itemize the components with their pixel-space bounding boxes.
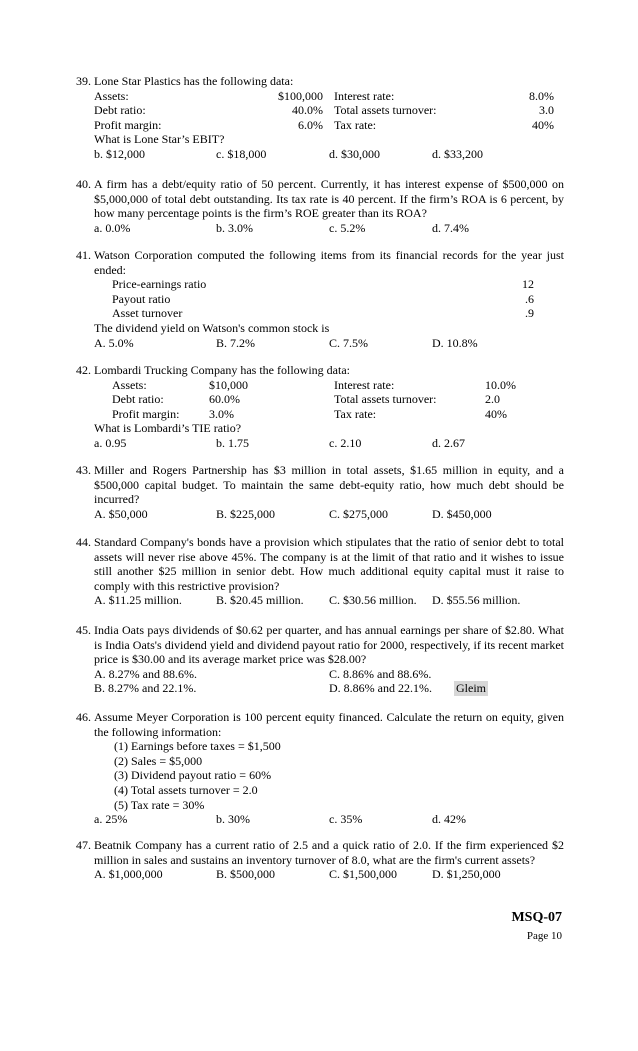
question-41 [76, 248, 564, 350]
source-tag: Gleim [456, 681, 486, 696]
question-stem: A firm has a debt/equity ratio of 50 percent. Currently, it has interest expense of $500,000 on $5,000,000 of total debt outstanding. Its tax rate is 40 percent. If the firm’s ROA is 6 percent, by how many percentage points is the firm’s ROE greater than its ROA? [94, 177, 564, 221]
answer-options [76, 336, 564, 351]
data-value: 40% [532, 117, 554, 132]
question-number: 40. [76, 177, 91, 191]
answer-option: C. 8.86% and 88.6%. [329, 666, 432, 681]
data-value: 40% [485, 406, 507, 421]
answer-options [76, 221, 564, 236]
answer-option: d. 7.4% [432, 220, 469, 235]
question-42 [76, 363, 564, 451]
answer-option: C. $30.56 million. [329, 593, 417, 608]
question-44 [76, 535, 564, 608]
data-label: Debt ratio: [94, 103, 146, 118]
question-number: 43. [76, 463, 91, 477]
answer-option: A. 8.27% and 88.6%. [94, 666, 197, 681]
question-stem: Miller and Rogers Partnership has $3 million in total assets, $1.65 million in equity, and a $500,000 capital budget. To maintain the same debt-equity ratio, how much debt should be incurred? [94, 463, 564, 507]
data-label: Interest rate: [334, 377, 395, 392]
data-label: Profit margin: [112, 406, 180, 421]
answer-option: a. 25% [94, 812, 128, 827]
data-value: 3.0% [209, 406, 234, 421]
answer-option: b. $12,000 [94, 146, 145, 161]
data-value: $10,000 [209, 377, 248, 392]
answer-option: a. 0.0% [94, 220, 131, 235]
data-row [76, 103, 564, 118]
answer-option: d. 42% [432, 812, 466, 827]
data-value: 10.0% [485, 377, 516, 392]
question-number: 47. [76, 838, 91, 852]
question-prompt: What is Lone Star’s EBIT? [94, 132, 225, 147]
data-value: 8.0% [529, 88, 554, 103]
answer-options [76, 436, 564, 451]
info-item: (2) Sales = $5,000 [114, 753, 203, 768]
data-value: 12 [522, 277, 534, 292]
answer-option: c. 5.2% [329, 220, 366, 235]
data-label: Total assets turnover: [334, 103, 437, 118]
answer-option: D. $1,250,000 [432, 867, 501, 882]
question-43 [76, 463, 564, 521]
answer-option: C. 7.5% [329, 335, 368, 350]
data-label: Profit margin: [94, 117, 162, 132]
answer-option: D. $55.56 million. [432, 593, 521, 608]
data-label: Payout ratio [112, 291, 171, 306]
answer-option: C. $1,500,000 [329, 867, 398, 882]
document-code: MSQ-07 [511, 910, 562, 925]
info-item: (5) Tax rate = 30% [114, 797, 205, 812]
answer-options [76, 681, 564, 696]
answer-option: D. $450,000 [432, 506, 492, 521]
answer-option: A. $11.25 million. [94, 593, 182, 608]
answer-option: B. $225,000 [216, 506, 276, 521]
data-label: Debt ratio: [112, 392, 164, 407]
answer-option: C. $275,000 [329, 506, 389, 521]
answer-option: D. 10.8% [432, 335, 478, 350]
answer-option: d. $30,000 [329, 146, 380, 161]
question-stem: Watson Corporation computed the following items from its financial records for the year just ended: [94, 248, 564, 277]
question-number: 39. [76, 74, 91, 88]
question-prompt: The dividend yield on Watson's common stock is [94, 320, 330, 335]
question-40 [76, 177, 564, 235]
data-label: Total assets turnover: [334, 392, 437, 407]
data-value: $100,000 [278, 88, 323, 103]
data-value: .6 [525, 291, 534, 306]
answer-option: d. $33,200 [432, 146, 483, 161]
data-value: 40.0% [292, 103, 323, 118]
data-row [76, 378, 564, 393]
answer-option: b. 30% [216, 812, 250, 827]
question-number: 45. [76, 623, 91, 637]
data-row [76, 407, 564, 422]
answer-options [76, 812, 564, 827]
answer-option: A. 5.0% [94, 335, 134, 350]
answer-option: b. 1.75 [216, 435, 249, 450]
data-label: Price-earnings ratio [112, 277, 207, 292]
answer-options [76, 147, 564, 162]
data-label: Tax rate: [334, 117, 377, 132]
answer-option: B. 7.2% [216, 335, 255, 350]
data-value: 2.0 [485, 392, 500, 407]
data-value: 3.0 [539, 103, 554, 118]
data-label: Interest rate: [334, 88, 395, 103]
answer-option: B. $500,000 [216, 867, 276, 882]
question-number: 44. [76, 535, 91, 549]
data-row [76, 306, 564, 321]
data-value: 6.0% [298, 117, 323, 132]
question-prompt: What is Lombardi’s TIE ratio? [94, 421, 242, 436]
data-row [76, 292, 564, 307]
question-stem: Assume Meyer Corporation is 100 percent equity financed. Calculate the return on equity, given the following information: [94, 710, 564, 739]
data-row [76, 392, 564, 407]
data-row [76, 118, 564, 133]
question-stem: Lone Star Plastics has the following data: [94, 74, 294, 88]
answer-options [76, 507, 564, 522]
answer-option: A. $1,000,000 [94, 867, 163, 882]
info-item: (1) Earnings before taxes = $1,500 [114, 739, 281, 754]
answer-option: B. $20.45 million. [216, 593, 304, 608]
answer-option: d. 2.67 [432, 435, 465, 450]
answer-option: c. $18,000 [216, 146, 267, 161]
page-number: Page 10 [526, 930, 562, 942]
question-stem: Beatnik Company has a current ratio of 2.5 and a quick ratio of 2.0. If the firm experienced $2 million in sales and sustains an inventory turnover of 8.0, what are the firm's current assets? [94, 838, 564, 867]
answer-options [76, 667, 564, 682]
question-39 [76, 74, 564, 162]
question-stem: Standard Company's bonds have a provision which stipulates that the ratio of senior debt to total assets will never rise above 45%. The company is at the limit of that ratio and it wishes to issue still another $25 million in senior debt. How much additional equity capital must it raise to comply with this restrictive provision? [94, 535, 564, 593]
question-number: 46. [76, 710, 91, 724]
data-label: Asset turnover [112, 306, 183, 321]
data-row [76, 89, 564, 104]
data-value: 60.0% [209, 392, 240, 407]
question-stem: India Oats pays dividends of $0.62 per quarter, and has annual earnings per share of $2.80. What is India Oats's dividend yield and dividend payout ratio for 2000, respectively, if its recent market price is $30.00 and its average market price was $28.00? [94, 623, 564, 667]
data-value: .9 [525, 306, 534, 321]
question-47 [76, 838, 564, 882]
answer-option: A. $50,000 [94, 506, 148, 521]
answer-option: c. 2.10 [329, 435, 362, 450]
question-46 [76, 710, 564, 827]
answer-options [76, 867, 564, 882]
answer-option: B. 8.27% and 22.1%. [94, 681, 197, 696]
data-row [76, 277, 564, 292]
question-stem: Lombardi Trucking Company has the following data: [94, 363, 350, 377]
answer-options [76, 593, 564, 608]
question-45 [76, 623, 564, 696]
data-label: Assets: [112, 377, 147, 392]
info-item: (3) Dividend payout ratio = 60% [114, 768, 272, 783]
data-label: Tax rate: [334, 406, 377, 421]
answer-option: a. 0.95 [94, 435, 127, 450]
answer-option: b. 3.0% [216, 220, 253, 235]
answer-option: D. 8.86% and 22.1%. [329, 681, 432, 696]
answer-option: c. 35% [329, 812, 363, 827]
info-item: (4) Total assets turnover = 2.0 [114, 782, 258, 797]
question-number: 41. [76, 248, 91, 262]
question-number: 42. [76, 363, 91, 377]
data-label: Assets: [94, 88, 129, 103]
